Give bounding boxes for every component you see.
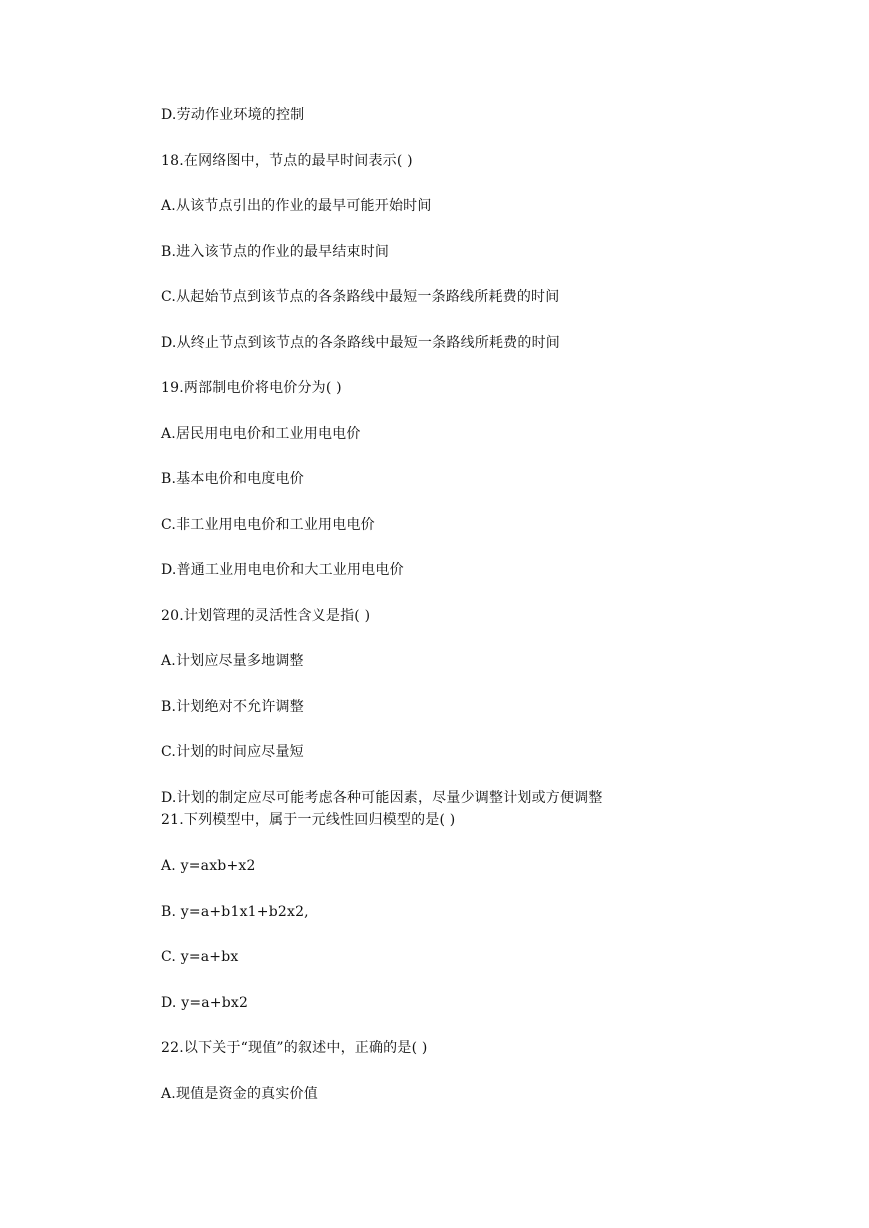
q19-option-b: B.基本电价和电度电价 [161,471,304,487]
q18-option-c: C.从起始节点到该节点的各条路线中最短一条路线所耗费的时间 [161,289,560,305]
q19-option-d: D.普通工业用电电价和大工业用电电价 [161,562,404,578]
q17-option-d: D.劳动作业环境的控制 [161,107,305,123]
q21-option-c: C. y=a+bx [161,949,239,965]
q22-option-a: A.现值是资金的真实价值 [161,1086,318,1102]
q20-option-b: B.计划绝对不允许调整 [161,699,304,715]
q21-option-b: B. y=a+b1x1+b2x2, [161,904,309,920]
q20-question: 20.计划管理的灵活性含义是指( ) [161,608,371,624]
q20-option-c: C.计划的时间应尽量短 [161,744,304,760]
q20-option-d: D.计划的制定应尽可能考虑各种可能因素，尽量少调整计划或方便调整 [161,790,603,806]
q19-option-c: C.非工业用电电价和工业用电电价 [161,517,375,533]
q21-option-a: A. y=axb+x2 [161,858,256,874]
q20-option-a: A.计划应尽量多地调整 [161,653,304,669]
q18-option-a: A.从该节点引出的作业的最早可能开始时间 [161,198,432,214]
q22-question: 22.以下关于“现值”的叙述中，正确的是( ) [161,1040,428,1056]
q21-question: 21.下列模型中，属于一元线性回归模型的是( ) [161,812,456,828]
q19-question: 19.两部制电价将电价分为( ) [161,380,342,396]
q19-option-a: A.居民用电电价和工业用电电价 [161,426,361,442]
q18-option-d: D.从终止节点到该节点的各条路线中最短一条路线所耗费的时间 [161,335,560,351]
q21-option-d: D. y=a+bx2 [161,995,249,1011]
q18-question: 18.在网络图中，节点的最早时间表示( ) [161,153,413,169]
q18-option-b: B.进入该节点的作业的最早结束时间 [161,244,390,260]
